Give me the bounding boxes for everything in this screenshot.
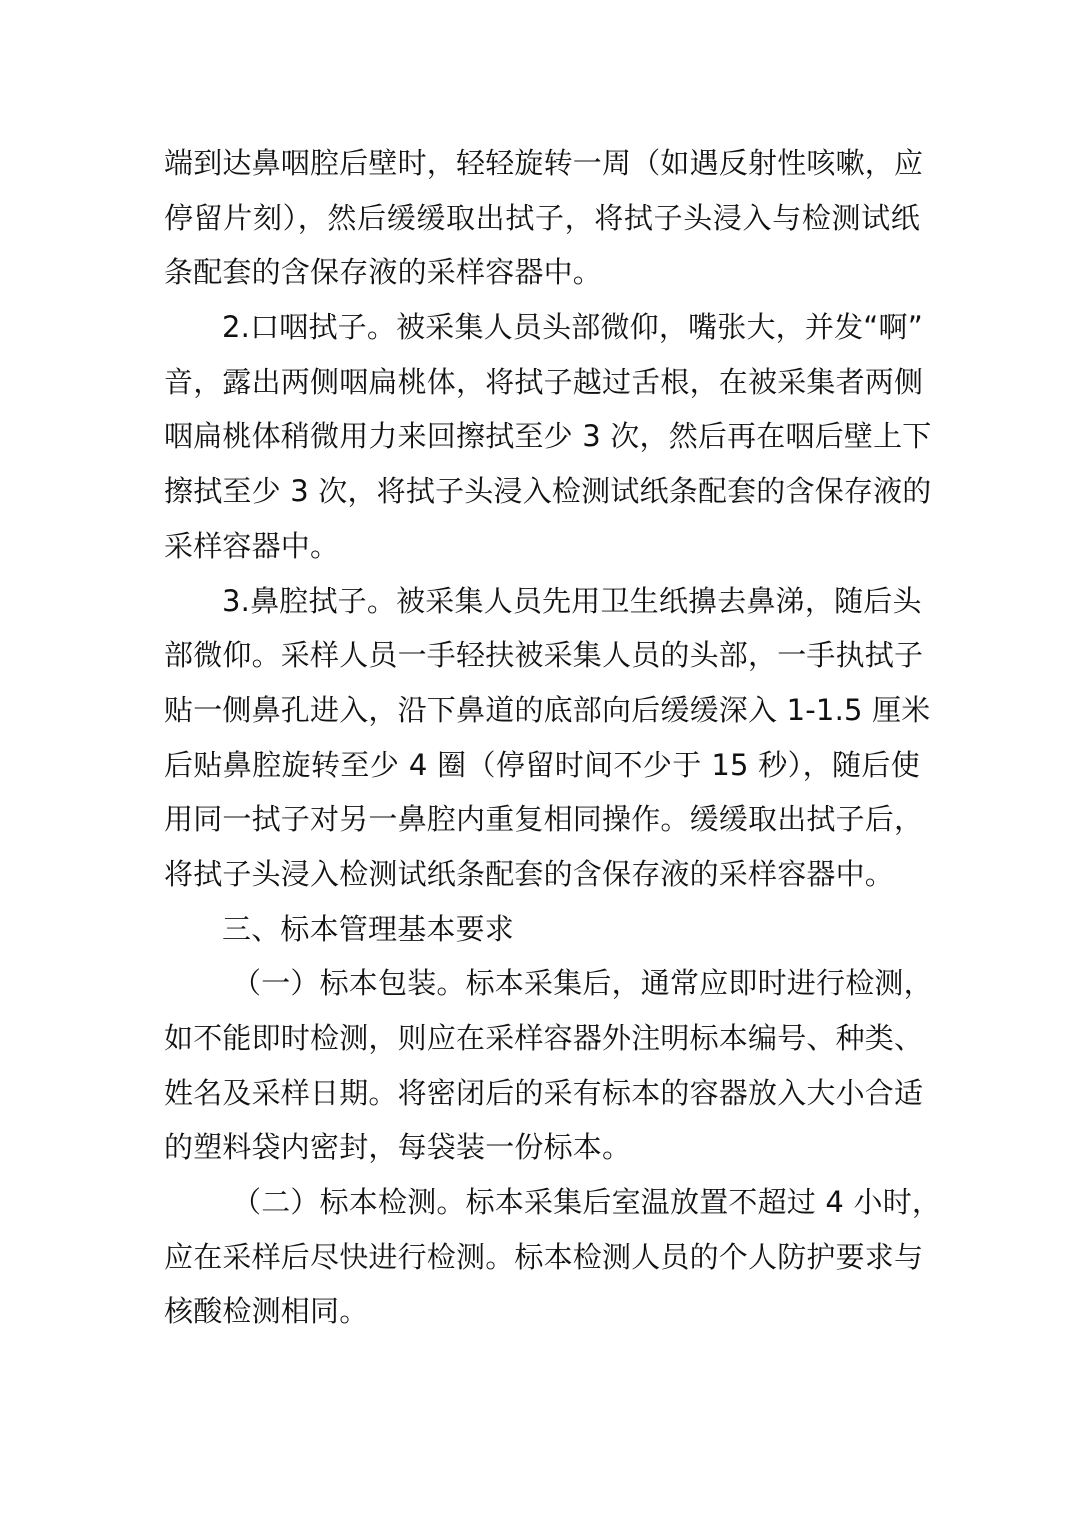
text-line: 的塑料袋内密封，每袋装一份标本。 (164, 1130, 632, 1165)
paragraph-specimen-testing-start: （二）标本检测。标本采集后室温放置不超过 4 小时， (232, 1185, 942, 1220)
text-line: 擦拭至少 3 次，将拭子头浸入检测试纸条配套的含保存液的 (164, 474, 932, 509)
text-line: 采样容器中。 (164, 528, 340, 563)
text-line: 姓名及采样日期。将密闭后的采有标本的容器放入大小合适 (164, 1075, 924, 1110)
text-line: 用同一拭子对另一鼻腔内重复相同操作。缓缓取出拭子后， (164, 802, 924, 837)
text-line: 将拭子头浸入检测试纸条配套的含保存液的采样容器中。 (164, 856, 895, 891)
text-line: 音，露出两侧咽扁桃体，将拭子越过舌根，在被采集者两侧 (164, 364, 924, 399)
text-line: 核酸检测相同。 (164, 1294, 369, 1329)
text-line: 咽扁桃体稍微用力来回擦拭至少 3 次，然后再在咽后壁上下 (164, 419, 932, 454)
text-line: 条配套的含保存液的采样容器中。 (164, 255, 603, 290)
text-line: 端到达鼻咽腔后壁时，轻轻旋转一周（如遇反射性咳嗽，应 (164, 146, 924, 180)
paragraph-nasal-swab-start: 3.鼻腔拭子。被采集人员先用卫生纸擤去鼻涕，随后头 (222, 583, 922, 618)
text-line: 后贴鼻腔旋转至少 4 圈（停留时间不少于 15 秒），随后使 (164, 747, 920, 782)
text-line: 应在采样后尽快进行检测。标本检测人员的个人防护要求与 (164, 1239, 924, 1274)
text-line: 部微仰。采样人员一手轻扶被采集人员的头部，一手执拭子 (164, 638, 924, 673)
paragraph-oropharyngeal-swab-start: 2.口咽拭子。被采集人员头部微仰，嘴张大，并发“啊” (222, 310, 923, 345)
section-heading: 三、标本管理基本要求 (222, 911, 515, 946)
text-line: 如不能即时检测，则应在采样容器外注明标本编号、种类、 (164, 1021, 924, 1055)
document-body (164, 136, 942, 1339)
text-line: 贴一侧鼻孔进入，沿下鼻道的底部向后缓缓深入 1-1.5 厘米 (164, 692, 931, 727)
text-line: 停留片刻），然后缓缓取出拭子，将拭子头浸入与检测试纸 (164, 200, 920, 235)
paragraph-specimen-packaging-start: （一）标本包装。标本采集后，通常应即时进行检测， (232, 966, 933, 1001)
